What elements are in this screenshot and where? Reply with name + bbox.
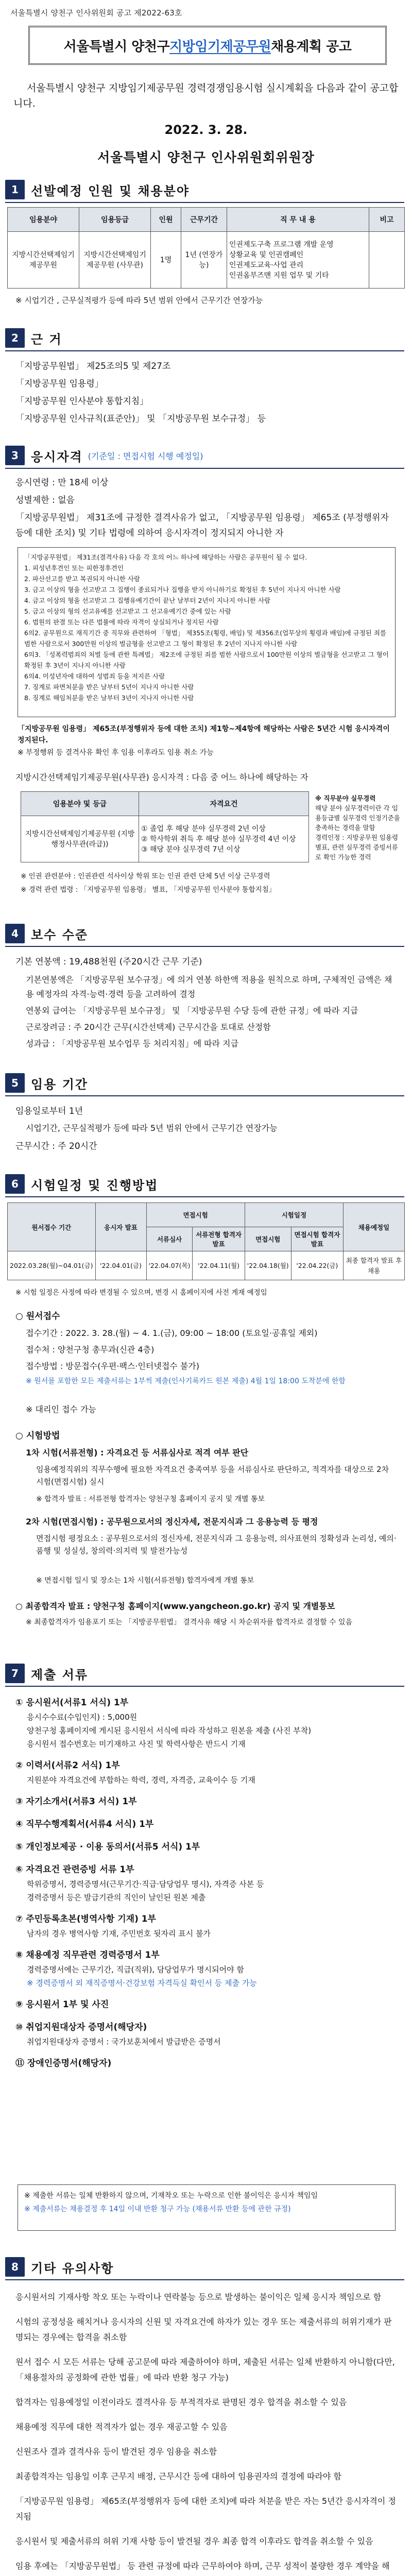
recruit-footnote: ※ 시업기간 , 근무실적평가 등에 따라 5년 범위 안에서 근무기간 연장가능 <box>15 296 263 305</box>
document-item <box>15 1695 397 1751</box>
section-number: 2 <box>5 328 25 348</box>
qual-item: 「지방공무원법」 제31조에 규정한 결격사유가 없고, 「지방공무원 임용령」 제65조 (부정행위자 등에 대한 조치) 및 기타 법령에 의하여 응시자격이 정지되지 아니한 자 <box>15 513 389 538</box>
section-5-header <box>5 1073 88 1093</box>
qual-item: 성별제한 : 없음 <box>15 495 75 505</box>
document-title: ④ 직무수행계획서(서류4 서식) 1부 <box>15 1819 154 1829</box>
section-number: 7 <box>5 1664 25 1683</box>
section-7-header <box>5 1663 88 1684</box>
document-title: ⑤ 개인정보제공 · 이용 동의서(서류5 서식) 1부 <box>15 1842 200 1852</box>
fraud-note: 「지방공무원 임용령」 제65조(부정행위자 등에 대한 조치) 제1항~제4항에 해당하는 사람은 5년간 시험 응시자격이 정지된다. <box>18 725 390 744</box>
pay-line: 기본 연봉액 : 19,488천원 (주20시간 근무 기준) <box>15 957 202 967</box>
col-header: 임용분야 <box>8 208 79 232</box>
section-number: 4 <box>5 924 25 943</box>
pay-line: 근로장려금 : 주 20시간 근무(시간선택제) 근무시간을 토대로 산정함 <box>26 1022 271 1032</box>
duty-item: 인권제도구축 프로그램 개발 운영 <box>229 240 334 249</box>
col-header: 임용분야 및 등급 <box>21 792 139 816</box>
application-note: ※ 원서를 포함한 모든 제출서류는 1부씩 제출(인사기록카드 원본 제출) 4월 1일 18:00 도착분에 한함 <box>26 1377 346 1385</box>
document-item <box>15 1911 397 1940</box>
section-rule <box>5 350 404 351</box>
documents-list <box>15 1695 397 2078</box>
section-rule <box>5 1095 404 1096</box>
note-item: 임용 후에는 「지방공무원법」 등 관련 규정에 따라 근무하여야 하며, 근무 성적이 불량한 경우 계약을 해 <box>15 2561 390 2571</box>
col-header: 자격요건 <box>139 792 309 816</box>
section-1-header <box>5 179 190 200</box>
pay-line: 성과급 : 「지방공무원 보수업무 등 처리지침」에 따라 지급 <box>26 1039 239 1048</box>
document-item <box>15 2020 397 2048</box>
final-result: ○ 최종합격자 발표 : 양천구청 홈페이지(www.yangcheon.go.kr) 공지 및 개별통보 <box>15 1601 335 1611</box>
term-line: 시업기간, 근무실적평가 등에 따라 5년 범위 안에서 근무기간 연장가능 <box>26 1123 278 1133</box>
document-item <box>15 2056 397 2071</box>
section-3-header <box>5 445 203 466</box>
col-header: 면접시험 <box>146 1203 245 1227</box>
col-header: 시험일정 <box>245 1203 343 1227</box>
note-item: 채용예정 직무에 대한 적격자가 없는 경우 재공고할 수 있음 <box>15 2422 228 2432</box>
section-label: 제출 서류 <box>31 1667 89 1682</box>
cell-field: 지방시간선택제임기제공무원 <box>8 232 79 289</box>
exam-step: 2차 시험(면접시험) : 공무원으로서의 정신자세, 전문지식과 그 응용능력 등 평정 <box>26 1517 318 1527</box>
disq-line: 「지방공무원법」 제31조(결격사유) 다음 각 호의 어느 하나에 해당하는 사람은 공무원이 될 수 없다. <box>24 553 307 561</box>
section-4-header <box>5 923 88 944</box>
document-title: ⑥ 자격요건 관련증빙 서류 1부 <box>15 1865 134 1875</box>
cell-note <box>369 232 405 289</box>
note-item: 응시원서의 기재사항 착오 또는 누락이나 연락불능 등으로 발생하는 불이익은 일체 응시자 책임으로 함 <box>15 2292 382 2302</box>
notes-list <box>15 2290 397 2576</box>
col-header: 직 무 내 용 <box>227 208 369 232</box>
disq-line: 2. 파산선고를 받고 복권되지 아니한 사람 <box>24 575 140 583</box>
note-item: 원서 접수 시 모든 서류는 당해 공고문에 따라 제출하여야 하며, 제출된 서류는 일체 반환하지 아니함(다만, 「채용절차의 공정화에 관한 법률」에 따라 반환 청구 가능) <box>15 2357 395 2382</box>
document-title: ③ 자기소개서(서류3 서식) 1부 <box>15 1797 137 1807</box>
note-item: 신원조사 결과 결격사유 등이 발견된 경우 임용을 취소함 <box>15 2447 217 2456</box>
pay-line: 기본연봉액은 「지방공무원 보수규정」에 의거 연봉 하한액 적용을 원칙으로 하며, 구체적인 금액은 채용 예정자의 자격·능력·경력 등을 고려하여 결정 <box>26 975 392 999</box>
section-number: 8 <box>5 2257 25 2277</box>
cell: 최종 합격자 발표 후 채용 <box>344 1251 405 1280</box>
term-line: 임용일로부터 1년 <box>15 1106 83 1116</box>
req-item: ② 학사학위 취득 후 해당 분야 실무경력 4년 이상 <box>141 835 296 843</box>
document-item <box>15 1947 397 1990</box>
final-note: ※ 최종합격자가 임용포기 또는 「지방공무원법」 결격사유 해당 시 차순위자를 합격자로 결정할 수 있음 <box>26 1618 353 1626</box>
document-title: ② 이력서(서류2 서식) 1부 <box>15 1760 120 1771</box>
section-rule <box>5 2279 404 2280</box>
schedule-table <box>7 1202 405 1280</box>
section-rule <box>5 202 404 203</box>
document-item <box>15 1758 397 1787</box>
cell: '22.04.07(목) <box>146 1251 193 1280</box>
document-item <box>15 1839 397 1855</box>
exam-step-detail: 면접시험 평정요소 : 공무원으로서의 정신자세, 전문지식과 그 응용능력, 의사표현의 정확성과 논리성, 예의·품행 및 성실성, 창의력·의지력 및 발전가능성 <box>36 1534 397 1555</box>
cell-field: 지방시간선택제임기제공무원 (지방행정사무관(라급)) <box>21 816 139 862</box>
sub-header: 서류전형 합격자 발표 <box>193 1227 245 1251</box>
document-detail: 응시수수료(수입인지) : 5,000원 <box>27 1713 138 1722</box>
document-item <box>15 1997 397 2012</box>
document-detail: 학위증명서, 경력증명서(근무기간·직급·담당업무 명시), 자격증 사본 등 <box>27 1879 264 1889</box>
exam-step: 1차 시험(서류전형) : 자격요건 등 서류심사로 적격 여부 판단 <box>26 1448 249 1458</box>
document-title: ⑪ 장애인증명서(해당자) <box>15 2058 112 2069</box>
document-item <box>15 1862 397 1904</box>
document-title: ⑧ 채용예정 직무관련 경력증명서 1부 <box>15 1950 160 1960</box>
sub-header: 면접시험 합격자 발표 <box>291 1227 343 1251</box>
application-head: ○ 원서접수 <box>15 1311 60 1321</box>
qual-item: 응시연령 : 만 18세 이상 <box>15 478 109 488</box>
document-detail: 취업지원대상자 증명서 : 국가보훈처에서 발급받은 증명서 <box>27 2037 221 2046</box>
section-2-header <box>5 328 62 348</box>
section-label: 기타 유의사항 <box>31 2261 114 2276</box>
documents-note-box <box>18 2184 396 2231</box>
section-number: 1 <box>5 180 25 199</box>
fraud-sub: ※ 부정행위 등 결격사유 확인 후 임용 이후라도 임용 취소 가능 <box>18 749 214 757</box>
document-detail: 지원분야 자격요건에 부합하는 학력, 경력, 자격증, 교육이수 등 기재 <box>27 1775 255 1785</box>
side-line: 경력인정 : 지방공무원 임용령 별표, 관련 실무경력 증빙서류로 확인 가능한 경력 <box>315 834 399 861</box>
col-header: 인원 <box>151 208 181 232</box>
section-label: 근 거 <box>31 332 62 347</box>
col-header: 비고 <box>369 208 405 232</box>
document-detail: 양천구청 홈페이지에 게시된 응시원서 서식에 따라 작성하고 원본을 제출 (사진 부착) <box>27 1726 312 1735</box>
col-header: 원서접수 기간 <box>8 1203 96 1251</box>
col-header: 근무기간 <box>181 208 227 232</box>
document-item <box>15 1794 397 1809</box>
document-title: ① 응시원서(서류1 서식) 1부 <box>15 1698 129 1708</box>
document-title: ⑨ 응시원서 1부 및 사진 <box>15 1999 109 2010</box>
application-contact: ※ 대리인 접수 가능 <box>26 1404 96 1414</box>
title-part1: 서울특별시 양천구 <box>63 39 170 55</box>
document-detail: ※ 경력증명서 외 재직증명서·건강보험 자격득실 확인서 등 제출 가능 <box>27 1978 257 1988</box>
section-label: 선발예정 인원 및 채용분야 <box>31 183 190 198</box>
section-8-header <box>5 2257 114 2277</box>
documents-note: ※ 제출한 서류는 일체 반환하지 않으며, 기재착오 또는 누락으로 인한 불이익은 응시자 책임임 <box>24 2192 318 2200</box>
table-row <box>8 232 405 289</box>
title-highlight: 지방임기제공무원 <box>169 39 271 55</box>
pay-line: 연봉외 급여는 「지방공무원 보수규정」 및 「지방공무원 수당 등에 관한 규정」에 따라 지급 <box>26 1006 358 1015</box>
section-number: 6 <box>5 1174 25 1194</box>
disq-line: 6. 법원의 판결 또는 다른 법률에 따라 자격이 상실되거나 정지된 사람 <box>24 618 219 626</box>
exam-step-detail: 임용예정직위의 직무수행에 필요한 자격요건 충족여부 등을 서류심사로 판단하고, 적격자를 대상으로 2차 시험(면접시험) 실시 <box>36 1465 389 1486</box>
disq-line: 6의3. 「성폭력범죄의 처벌 등에 관한 특례법」 제2조에 규정된 죄를 범한 사람으로서 100만원 이상의 벌금형을 선고받고 그 형이 확정된 후 3년이 지나지 아니한 사람 <box>24 651 389 669</box>
section-rule <box>5 1196 404 1197</box>
cell: 2022.03.28(월)~04.01(금) <box>8 1251 96 1280</box>
document-title: ⑩ 취업지원대상자 증명서(해당자) <box>15 2022 147 2032</box>
schedule-footnote: ※ 시험 일정은 사정에 따라 변경될 수 있으며, 변경 시 홈페이지에 사전 게재 예정임 <box>15 1289 267 1297</box>
disq-line: 3. 금고 이상의 형을 선고받고 그 집행이 종료되거나 집행을 받지 아니하기로 확정된 후 5년이 지나지 아니한 사람 <box>24 586 341 594</box>
announce-date: 2022. 3. 28. <box>164 123 248 137</box>
document-number: 서울특별시 양천구 인사위원회 공고 제2022-63호 <box>10 8 182 18</box>
cell: '22.04.18(월) <box>245 1251 291 1280</box>
section-6-header <box>5 1174 158 1194</box>
recruit-table <box>7 207 405 289</box>
section-label: 보수 수준 <box>31 927 89 942</box>
cell-grade: 지방시간선택제임기제공무원 (사무관) <box>79 232 151 289</box>
disq-line: 1. 피성년후견인 또는 피한정후견인 <box>24 564 124 572</box>
table-row <box>21 816 309 862</box>
qual-intro: 지방시간선택제임기제공무원(사무관) 응시자격 : 다음 중 어느 하나에 해당하는 자 <box>15 772 308 782</box>
section-rule <box>5 1686 404 1687</box>
section-label: 시험일정 및 진행방법 <box>31 1178 159 1193</box>
document-detail: 경력증명서 등은 발급기관의 직인이 날인된 원본 제출 <box>27 1893 206 1902</box>
section-number: 3 <box>5 446 25 465</box>
exam-method-head: ○ 시험방법 <box>15 1431 60 1441</box>
side-line: 해당 분야 실무경력이란 각 임용등급별 실무경력 인정기준을 충족하는 경력을 말함 <box>315 804 400 832</box>
qual-note: ※ 인권 관련분야 : 인권관련 석사이상 학위 또는 인권 관련 단체 5년 이상 근무경력 <box>21 872 270 880</box>
term-line: 근무시간 : 주 20시간 <box>15 1141 97 1151</box>
note-item: 「지방공무원 임용령」 제65조(부정행위자 등에 대한 조치)에 따라 처분을 받은 자는 5년간 응시자격이 정지됨 <box>15 2496 396 2521</box>
cell: '22.04.22(금) <box>291 1251 343 1280</box>
document-detail: 응시원서 접수번호는 미기재하고 사진 및 학력사항은 반드시 기재 <box>27 1739 246 1749</box>
application-line: 접수기간 : 2022. 3. 28.(월) ~ 4. 1.(금), 09:00 ~ 18:00 (토요일·공휴일 제외) <box>26 1328 318 1338</box>
section-rule <box>5 468 404 469</box>
cell: '22.04.01(금) <box>95 1251 146 1280</box>
cell: '22.04.11(월) <box>193 1251 245 1280</box>
qual-table <box>21 791 309 862</box>
note-item: 시험의 공정성을 해치거나 응시자의 신원 및 자격요건에 하자가 있는 경우 또는 제출서류의 허위기재가 판명되는 경우에는 합격을 취소함 <box>15 2317 392 2342</box>
disq-line: 5. 금고 이상의 형의 선고유예를 선고받고 그 선고유예기간 중에 있는 사람 <box>24 607 231 615</box>
section-sublabel: (기준일 : 면접시험 시행 예정일) <box>88 451 203 461</box>
basis-item: 「지방공무원 인사규칙(표준안)」 및 「지방공무원 보수규정」 등 <box>15 414 266 424</box>
sub-header: 면접시험 <box>245 1227 291 1251</box>
duty-item: 인권옴부즈맨 지원 업무 및 기타 <box>229 271 329 280</box>
note-item: 응시원서 및 제출서류의 허위 기재 사항 등이 발견될 경우 최종 합격 이후라도 합격을 취소할 수 있음 <box>15 2536 373 2546</box>
req-item: ① 졸업 후 해당 분야 실무경력 2년 이상 <box>141 824 266 833</box>
disq-line: 8. 징계로 해임처분을 받은 날부터 3년이 지나지 아니한 사람 <box>24 694 194 702</box>
exam-step-note: ※ 면접시험 일시 및 장소는 1차 시험(서류전형) 합격자에게 개별 통보 <box>36 1577 254 1585</box>
cell-duties <box>227 232 369 289</box>
duty-item: 인권제도교육·사업 관리 <box>229 261 304 269</box>
col-header: 임용등급 <box>79 208 151 232</box>
col-header: 채용예정일 <box>344 1203 405 1251</box>
section-label: 임용 기간 <box>31 1077 89 1092</box>
col-header: 응시자 발표 <box>95 1203 146 1251</box>
section-number: 5 <box>5 1073 25 1093</box>
title-part2: 채용계획 공고 <box>271 39 352 55</box>
note-item: 최종합격자는 임용일 이후 근무지 배정, 근무시간 등에 대하여 임용권자의 결정에 따라야 함 <box>15 2471 341 2481</box>
announce-org: 서울특별시 양천구 인사위원회위원장 <box>97 150 315 165</box>
application-line: 접수방법 : 방문접수(우편·팩스·인터넷접수 불가) <box>26 1361 199 1371</box>
table-row <box>8 1251 405 1280</box>
exam-step-note: ※ 합격자 발표 : 서류전형 합격자는 양천구청 홈페이지 공지 및 개별 통보 <box>36 1495 265 1503</box>
disq-line: 4. 금고 이상의 형을 선고받고 그 집행유예기간이 끝난 날부터 2년이 지나지 아니한 사람 <box>24 597 271 604</box>
disq-line: 6의4. 미성년자에 대하여 성범죄 등을 저지른 사람 <box>24 672 165 680</box>
basis-item: 「지방공무원법」 제25조의5 및 제27조 <box>15 361 171 371</box>
documents-note: ※ 제출서류는 채용결정 후 14일 이내 반환 청구 가능 (채용서류 반환 등에 관한 규정) <box>24 2205 291 2213</box>
side-title: ※ 직무분야 실무경력 <box>315 794 376 802</box>
duty-item: 상황교육 및 인권캠페인 <box>229 250 304 259</box>
title-box <box>28 26 387 65</box>
document-item <box>15 1817 397 1832</box>
qual-note: ※ 경력 관련 법령 : 「지방공무원 임용령」 별표, 「지방공무원 인사분야 통합지침」 <box>21 886 276 894</box>
req-item: ③ 해당 분야 실무경력 7년 이상 <box>141 845 241 854</box>
cell-period: 1년 (연장가능) <box>181 232 227 289</box>
application-line: 접수처 : 양천구청 총무과(신관 4층) <box>26 1345 154 1354</box>
qual-side-note <box>315 793 403 862</box>
disqualify-box <box>18 547 396 717</box>
section-rule <box>5 946 404 947</box>
basis-item: 「지방공무원 인사분야 통합지침」 <box>15 396 149 406</box>
note-item: 합격자는 임용예정일 이전이라도 결격사유 등 부적격자로 판명된 경우 합격을 취소할 수 있음 <box>15 2397 347 2407</box>
section-label: 응시자격 <box>31 449 83 464</box>
document-detail: 경력증명서에는 근무기간, 직급(직위), 담당업무가 명시되어야 함 <box>27 1965 244 1974</box>
document-title: ⑦ 주민등록초본(병역사항 기재) 1부 <box>15 1914 157 1924</box>
disq-line: 6의2. 공무원으로 재직기간 중 직무와 관련하여 「형법」 제355조(횡령, 배임) 및 제356조(업무상의 횡령과 배임)에 규정된 죄를 범한 사람으로서 300만원 이상의 벌금형을 선고받고 그 형이 확정된 후 2년이 지나지 아니한 사람 <box>24 629 387 648</box>
disq-line: 7. 징계로 파면처분을 받은 날부터 5년이 지나지 아니한 사람 <box>24 683 194 691</box>
document-detail: 남자의 경우 병역사항 기재, 주민번호 뒷자리 표시 불가 <box>27 1929 211 1938</box>
cell-requirements <box>139 816 309 862</box>
cell-count: 1명 <box>151 232 181 289</box>
intro-text: 서울특별시 양천구 지방임기제공무원 경력경쟁임용시험 실시계획을 다음과 같이 공고합니다. <box>13 82 399 109</box>
sub-header: 서류심사 <box>146 1227 193 1251</box>
basis-item: 「지방공무원 임용령」 <box>15 379 104 389</box>
